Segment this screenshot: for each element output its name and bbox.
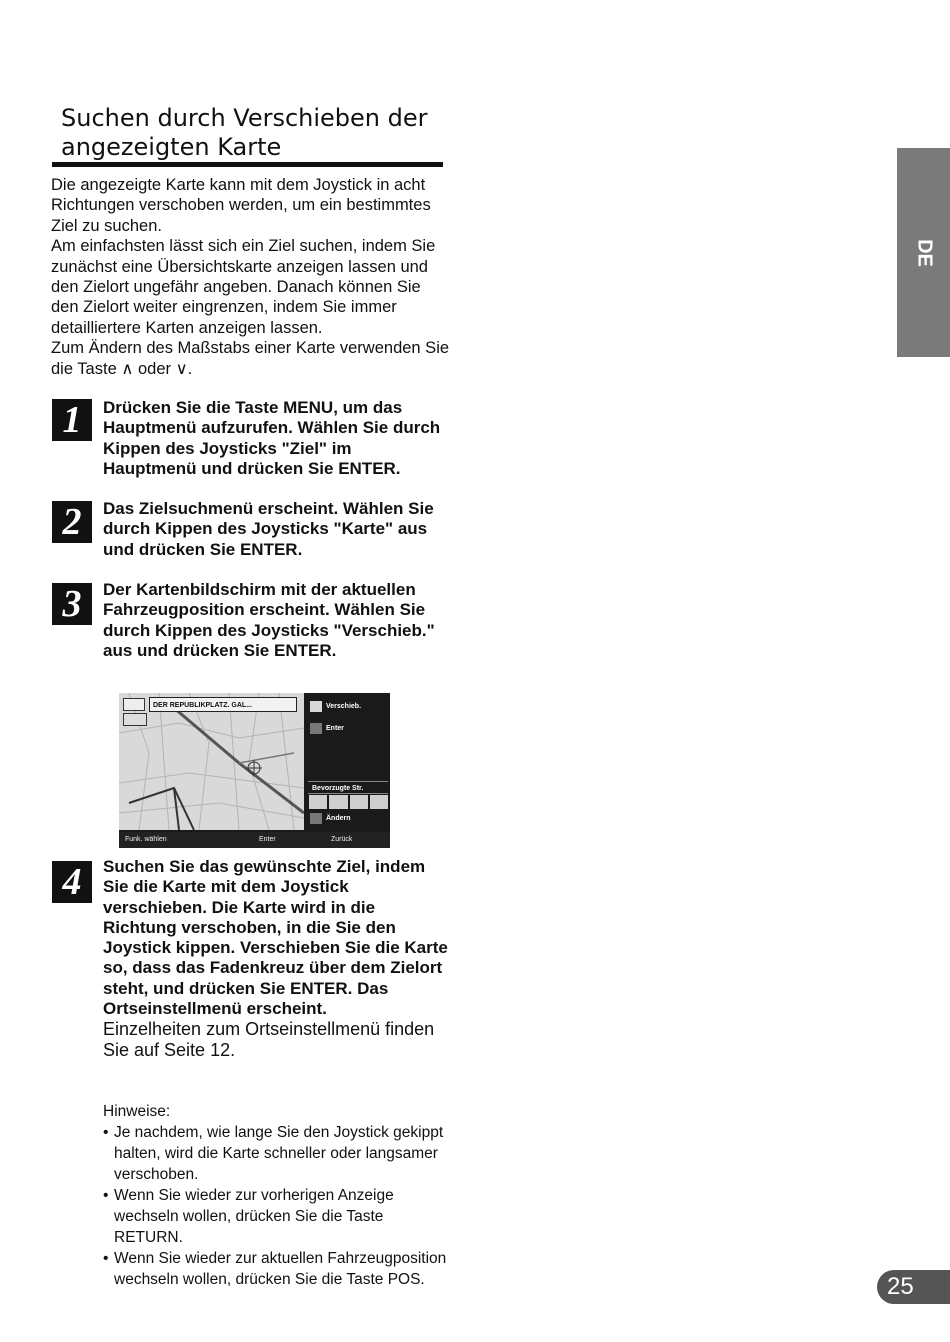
page-title: Suchen durch Verschieben der angezeigten Karte bbox=[61, 104, 428, 161]
screen-bottom-bar bbox=[119, 832, 390, 848]
intro-paragraph: Zum Ändern des Maßstabs einer Karte verwenden Sie die Taste ∧ oder ∨. bbox=[51, 339, 450, 378]
note-text: Wenn Sie wieder zur aktuellen Fahrzeugposition wechseln wollen, drücken Sie die Taste POS. bbox=[114, 1250, 447, 1288]
note-item: • Wenn Sie wieder zur vorherigen Anzeige wechseln wollen, drücken Sie die Taste RETURN. bbox=[103, 1187, 394, 1246]
step-4-instruction: Suchen Sie das gewünschte Ziel, indem Sie die Karte mit dem Joystick verschieben. Die Karte wird in die Richtung verschoben, in die Sie den Joystick kippen. Verschieben Sie die Karte so, dass das Fadenkreuz über dem Zielort steht, und drücken Sie ENTER. Das Ortseinstellmenü erscheint. bbox=[103, 857, 448, 1019]
language-tab bbox=[897, 148, 950, 357]
back-label: Zurück bbox=[331, 836, 353, 843]
step-3-text: Der Kartenbildschirm mit der aktuellen Fahrzeugposition erscheint. Wählen Sie durch Kippen des Joysticks "Verschieb." aus und drücken Sie ENTER. bbox=[103, 580, 435, 660]
step-4-number: 4 bbox=[52, 861, 92, 903]
navigation-screenshot bbox=[119, 693, 390, 848]
road-type-icons bbox=[309, 795, 388, 809]
language-tab-label: DE bbox=[913, 238, 935, 267]
note-text: Je nachdem, wie lange Sie den Joystick gekippt halten, wird die Karte schneller oder langsamer verschoben. bbox=[114, 1124, 444, 1183]
notes-heading: Hinweise: bbox=[103, 1103, 171, 1120]
note-item: • Je nachdem, wie lange Sie den Joystick gekippt halten, wird die Karte schneller oder langsamer verschoben. bbox=[103, 1124, 444, 1183]
enter-button bbox=[308, 721, 388, 736]
button-square-icon bbox=[310, 701, 322, 712]
page-number: 25 bbox=[877, 1270, 950, 1304]
change-button bbox=[308, 811, 388, 826]
car-icon bbox=[123, 698, 145, 711]
note-text: Wenn Sie wieder zur vorherigen Anzeige wechseln wollen, drücken Sie die Taste RETURN. bbox=[114, 1187, 394, 1246]
intro-paragraph: Die angezeigte Karte kann mit dem Joystick in acht Richtungen verschoben werden, um ein bestimmtes Ziel zu suchen. bbox=[51, 176, 431, 235]
shift-button bbox=[308, 699, 388, 714]
button-square-icon bbox=[310, 723, 322, 734]
change-button-label: Ändern bbox=[326, 815, 351, 822]
function-select-label: Funk. wählen bbox=[125, 836, 167, 843]
step-4-reference: Einzelheiten zum Ortseinstellmenü finden Sie auf Seite 12. bbox=[103, 1019, 435, 1061]
step-3-number: 3 bbox=[52, 583, 92, 625]
step-1-number: 1 bbox=[52, 399, 92, 441]
road-icon bbox=[370, 795, 388, 809]
shift-button-label: Verschieb. bbox=[326, 703, 362, 710]
note-item: • Wenn Sie wieder zur aktuellen Fahrzeugposition wechseln wollen, drücken Sie die Taste POS. bbox=[103, 1250, 447, 1288]
step-1-text: Drücken Sie die Taste MENU, um das Hauptmenü aufzurufen. Wählen Sie durch Kippen des Joysticks "Ziel" im Hauptmenü und drücken Sie ENTER. bbox=[103, 398, 441, 478]
intro-paragraph: Am einfachsten lässt sich ein Ziel suchen, indem Sie zunächst eine Übersichtskarte anzeigen lassen und den Zielort ungefähr angeben. Danach können Sie den Zielort weiter eingrenzen, indem Sie immer detailliertere Karten anzeigen lassen. bbox=[51, 237, 436, 337]
button-square-icon bbox=[310, 813, 322, 824]
address-bar: DER REPUBLIKPLATZ. GAL... bbox=[149, 697, 297, 712]
enter-label: Enter bbox=[259, 836, 276, 843]
step-2-number: 2 bbox=[52, 501, 92, 543]
road-icon bbox=[329, 795, 347, 809]
road-icon bbox=[309, 795, 327, 809]
step-4-text bbox=[103, 857, 448, 1061]
preferred-roads-label: Bevorzugte Str. bbox=[308, 781, 388, 794]
enter-button-label: Enter bbox=[326, 725, 344, 732]
road-icon bbox=[350, 795, 368, 809]
notes-section bbox=[103, 1101, 448, 1290]
intro-text bbox=[51, 175, 451, 379]
step-2-text: Das Zielsuchmenü erscheint. Wählen Sie durch Kippen des Joysticks "Karte" aus und drücken Sie ENTER. bbox=[103, 499, 434, 559]
title-underline bbox=[52, 162, 443, 167]
scale-indicator bbox=[123, 713, 147, 726]
notes-list bbox=[103, 1122, 448, 1290]
